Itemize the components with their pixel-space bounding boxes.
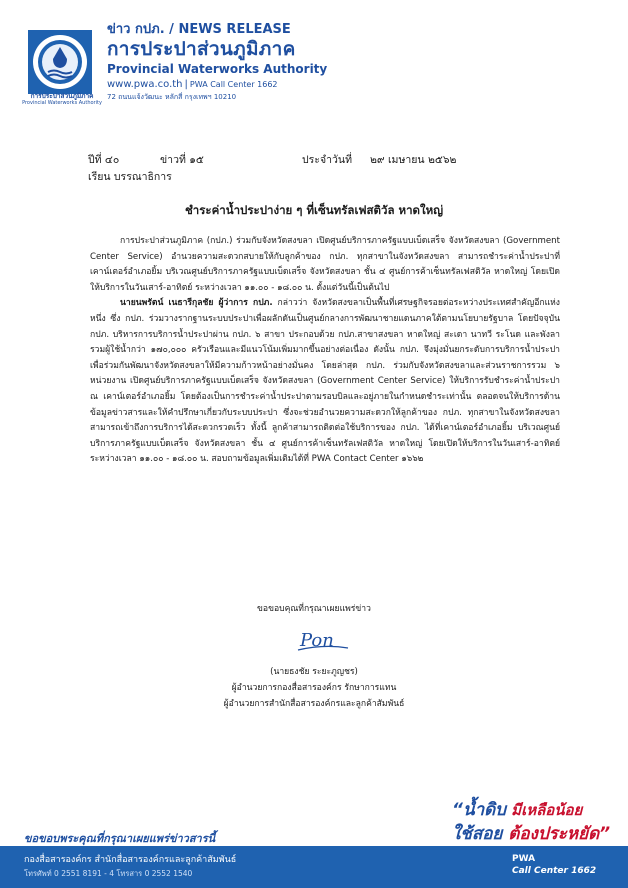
headline: ชำระค่าน้ำประปาง่าย ๆ ที่เซ็นทรัลเฟสติวัล หาดใหญ่ [184, 203, 444, 217]
thanks-line: ขอขอบคุณที่กรุณาเผยแพร่ข่าว [257, 604, 371, 614]
footer-contact: โทรศัพท์ 0 2551 8191 - 4 โทรสาร 0 2552 1540 [24, 869, 193, 878]
footer-pwa: PWA [512, 854, 536, 864]
slogan-part-2: มีเหลือน้อย [505, 801, 583, 819]
signer-name: (นายธงชัย ระยะภูญชร) [270, 667, 358, 677]
release-number: ข่าวที่ ๑๕ [160, 154, 204, 166]
footer-bar [0, 846, 628, 888]
paragraph-2-text: กล่าวว่า จังหวัดสงขลาเป็นพื้นที่เศรษฐกิจรอยต่อระหว่างประเทศสำคัญอีกแห่งหนึ่ง ซึ่ง กปภ. ร่วมวางรากฐานระบบประปาเพื่อผลักดันเป็นศูนย์กลางการพัฒนาชายแดนภาคใต้ตามนโยบายรัฐบาล โดยปัจจุบัน กปภ. บริหารการบริการน้ำประปาผ่าน กปภ. ๖ สาขา ประกอบด้วย กปภ.สาขาสงขลา หาดใหญ่ สะเดา นาทวี ระโนด และพังลา รวมผู้ใช้น้ำกว่า ๑๗๐,๐๐๐ ครัวเรือนและมีแนวโน้มเพิ่มมากขึ้นอย่างต่อเนื่อง ดังนั้น กปภ. จึงมุ่งมั่นยกระดับการบริการน้ำประปาเพื่อร่วมกันพัฒนาจังหวัดสงขลาให้มีความก้าวหน้าอย่างมั่นคง โดยล่าสุด กปภ. ร่วมกับจังหวัดสงขลาและส่วนราชการรวม ๖ หน่วยงาน เปิดศูนย์บริการภาครัฐแบบเบ็ดเสร็จ จังหวัดสงขลา (Government Center Service) ให้บริการรับชำระค่าน้ำประปา ณ เคาน์เตอร์อำเภอยิ้ม โดยต้องเป็นการชำระค่าน้ำประปาตามรอบบิลและอยู่ภายในกำหนดชำระเท่านั้น ตลอดจนให้บริการด้านข้อมูลข่าวสารและให้คำปรึกษาเกี่ยวกับระบบประปา ซึ่งจะช่วยอำนวยความสะดวกให้ลูกค้าของ กปภ. ทุกสาขาในจังหวัดสงขลา สามารถเข้าถึงการบริการได้สะดวกรวดเร็ว ทั้งนี้ ลูกค้าสามารถติดต่อใช้บริการของ กปภ. ได้ที่เคาน์เตอร์อำเภอยิ้ม บริเวณศูนย์บริการภาครัฐแบบเบ็ดเสร็จ จังหวัดสงขลา ชั้น ๔ ศูนย์การค้าเซ็นทรัลเฟสติวัล หาดใหญ่ โดยเปิดให้บริการในวันเสาร์-อาทิตย์ ระหว่างเวลา ๑๑.๐๐ - ๑๘.๐๐ น. สอบถามข้อมูลเพิ่มเติมได้ที่ PWA Contact Center ๑๖๖๒ [90, 298, 561, 465]
article-body [90, 234, 560, 468]
date-label: ประจำวันที่ [302, 154, 352, 166]
call-center: PWA Call Center 1662 [189, 80, 278, 89]
news-release-line: ข่าว กปภ. / NEWS RELEASE [107, 22, 291, 37]
org-name-english: Provincial Waterworks Authority [107, 62, 328, 76]
footer-call-center: Call Center 1662 [512, 866, 597, 876]
address: 72 ถนนแจ้งวัฒนะ หลักสี่ กรุงเทพฯ 10210 [107, 93, 237, 101]
org-name-thai: การประปาส่วนภูมิภาค [107, 38, 296, 60]
release-year: ปีที่ ๔๐ [88, 154, 120, 166]
paragraph-2 [90, 296, 560, 468]
signature-mark [296, 624, 350, 654]
signer-title-2: ผู้อำนวยการสำนักสื่อสารองค์กรและลูกค้าสัมพันธ์ [223, 699, 405, 709]
logo-caption-thai: การประปาส่วนภูมิภาค [30, 92, 94, 100]
release-meta [88, 152, 456, 186]
release-date: ๒๙ เมษายน ๒๕๖๒ [370, 154, 457, 166]
governor-name: นายนพรัตน์ เนธารีกุลชัย ผู้ว่าการ กปภ. [120, 298, 273, 309]
paragraph-1: การประปาส่วนภูมิภาค (กปภ.) ร่วมกับจังหวัดสงขลา เปิดศูนย์บริการภาครัฐแบบเบ็ดเสร็จ จังหวัดสงขลา (Government Center Service) อำนวยความสะดวกสบายให้กับลูกค้าของ กปภ. ทุกสาขาในจังหวัดสงขลา สามารถชำระค่าน้ำประปาที่เคาน์เตอร์อำเภอยิ้ม บริเวณศูนย์บริการภาครัฐแบบเบ็ดเสร็จ จังหวัดสงขลา ชั้น ๔ ศูนย์การค้าเซ็นทรัลเฟสติวัล หาดใหญ่ โดยเปิดให้บริการในวันเสาร์-อาทิตย์ ระหว่างเวลา ๑๑.๐๐ - ๑๘.๐๐ น. ตั้งแต่วันนี้เป็นต้นไป [90, 236, 560, 293]
logo-caption [22, 93, 102, 107]
signature-block [0, 664, 628, 712]
logo-caption-english: Provincial Waterworks Authority [22, 100, 102, 106]
signer-title-1: ผู้อำนวยการกองสื่อสารองค์กร รักษาการแทน [231, 683, 397, 693]
footer-thanks: ขอขอบพระคุณที่กรุณาเผยแพร่ข่าวสารนี้ [24, 832, 216, 845]
pwa-logo [28, 30, 92, 94]
water-saving-slogan [452, 798, 610, 846]
signature-text: Pon [300, 630, 334, 651]
footer-department: กองสื่อสารองค์กร สำนักสื่อสารองค์กรและลูกค้าสัมพันธ์ [24, 855, 237, 865]
letterhead [107, 22, 327, 103]
website-link[interactable]: www.pwa.co.th [107, 79, 183, 90]
slogan-part-3: ใช้สอย [452, 824, 503, 844]
salutation: เรียน บรรณาธิการ [88, 171, 172, 183]
slogan-part-4: ต้องประหยัด” [502, 824, 611, 844]
slogan-part-1: “น้ำดิบ [452, 800, 506, 820]
contact-line: www.pwa.co.th | PWA Call Center 1662 [107, 79, 278, 90]
